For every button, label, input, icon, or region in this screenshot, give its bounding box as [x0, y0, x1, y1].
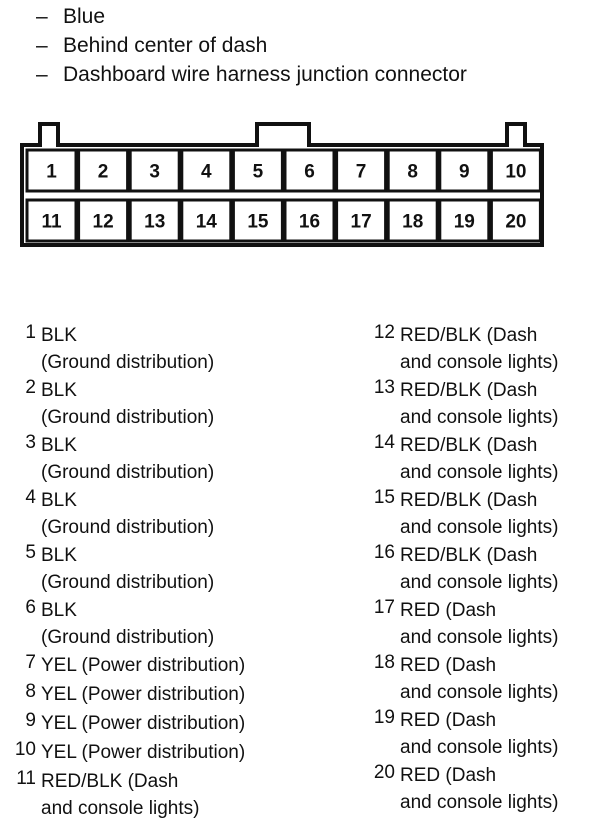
dash-mark: – [36, 34, 48, 57]
connector-cell [440, 150, 489, 191]
connector-cell [337, 200, 386, 241]
pin-wire-color: RED/BLK (Dash [400, 435, 538, 456]
pin-wire-color: YEL (Power distribution) [41, 742, 246, 763]
pin-entry [25, 710, 322, 737]
pin-entry [25, 652, 322, 679]
pin-function: and console lights) [400, 682, 559, 703]
pin-function: (Ground distribution) [41, 627, 215, 648]
pin-number-label: 20 [505, 211, 527, 233]
pin-wire-color: BLK [41, 435, 77, 456]
pin-wire-color: RED/BLK (Dash [400, 545, 538, 566]
pin-function: and console lights) [400, 792, 559, 813]
pin-entry [373, 322, 608, 376]
pin-wire-color: RED/BLK (Dash [400, 325, 538, 346]
connector-name: Dashboard wire harness junction connector [63, 63, 467, 86]
color-line [36, 2, 467, 31]
connector-cell [182, 150, 231, 191]
pin-number-label: 14 [195, 211, 217, 233]
pin-number: 8 [25, 681, 36, 702]
pin-wire-color: RED/BLK (Dash [400, 490, 538, 511]
pin-entry [16, 768, 322, 822]
pin-number-label: 9 [459, 161, 470, 183]
pin-list-left [14, 322, 322, 823]
pin-entry [373, 377, 608, 431]
pin-number-label: 1 [46, 161, 57, 183]
location-line [36, 31, 467, 60]
pin-number: 3 [25, 432, 36, 453]
connector-cell [491, 200, 540, 241]
pin-number: 6 [25, 597, 36, 618]
pin-entry [373, 707, 608, 761]
pin-function: (Ground distribution) [41, 462, 215, 483]
pin-number-label: 15 [247, 211, 269, 233]
pin-number: 2 [25, 377, 36, 398]
pin-entry [25, 377, 322, 431]
pin-function: (Ground distribution) [41, 407, 215, 428]
pin-number: 18 [373, 652, 395, 673]
pin-wire-color: RED/BLK (Dash [400, 380, 538, 401]
pin-entry [373, 762, 608, 816]
pin-entry [25, 487, 322, 541]
pin-entry [373, 652, 608, 706]
pin-wire-color: RED (Dash [400, 765, 497, 786]
connector-cell [182, 200, 231, 241]
pin-number: 4 [25, 487, 36, 508]
connector-cell [79, 150, 128, 191]
connector-cell [130, 200, 179, 241]
pin-function: (Ground distribution) [41, 352, 215, 373]
pin-number-label: 4 [201, 161, 212, 183]
pin-number: 20 [373, 762, 395, 783]
pin-function: and console lights) [400, 352, 559, 373]
pin-number: 10 [14, 739, 36, 760]
connector-cell [27, 200, 76, 241]
pin-entry [373, 597, 608, 651]
pin-number-label: 10 [505, 161, 527, 183]
connector-cell [337, 150, 386, 191]
pin-function: and console lights) [400, 627, 559, 648]
connector-cell [130, 150, 179, 191]
pin-number-label: 7 [355, 161, 367, 183]
pin-entry [373, 432, 608, 486]
pin-wire-color: BLK [41, 325, 77, 346]
connector-location: Behind center of dash [63, 34, 268, 57]
pin-number-label: 6 [304, 161, 315, 183]
pin-wire-color: BLK [41, 545, 77, 566]
pin-number-label: 17 [350, 211, 372, 233]
pin-entry [25, 597, 322, 651]
dash-mark: – [36, 63, 48, 86]
pin-number: 12 [373, 322, 395, 343]
connector-description [36, 2, 467, 89]
pin-number: 14 [373, 432, 395, 453]
pin-number: 13 [373, 377, 395, 398]
pin-number: 16 [373, 542, 395, 563]
pin-number: 5 [25, 542, 36, 563]
pin-number-label: 2 [97, 161, 109, 183]
pin-wire-color: RED (Dash [400, 655, 497, 676]
pin-number: 1 [25, 322, 36, 343]
pin-wire-color: YEL (Power distribution) [41, 684, 246, 705]
connector-cell [285, 150, 334, 191]
pin-function: and console lights) [400, 407, 559, 428]
pin-function: and console lights) [41, 798, 200, 819]
pin-function: (Ground distribution) [41, 517, 215, 538]
connector-cell [285, 200, 334, 241]
connector-cell [440, 200, 489, 241]
connector-cell [388, 200, 437, 241]
pin-number-label: 11 [41, 211, 62, 233]
pin-number: 7 [25, 652, 36, 673]
pin-number: 9 [25, 710, 36, 731]
connector-cell [27, 150, 76, 191]
pin-number-label: 8 [407, 161, 418, 183]
pin-number: 19 [373, 707, 395, 728]
pin-entry [25, 681, 322, 708]
pin-function: and console lights) [400, 462, 559, 483]
pin-wire-color: YEL (Power distribution) [41, 713, 246, 734]
connector-color: Blue [63, 5, 106, 28]
dash-mark: – [36, 5, 48, 28]
pin-number-label: 12 [92, 211, 114, 233]
pin-wire-color: BLK [41, 380, 77, 401]
connector-face-diagram [0, 120, 608, 260]
pin-number-label: 18 [402, 211, 424, 233]
pin-number-label: 5 [252, 161, 264, 183]
pin-number: 15 [373, 487, 395, 508]
pin-number: 11 [16, 768, 36, 789]
pin-function: and console lights) [400, 572, 559, 593]
connector-cell [233, 150, 282, 191]
pin-function: (Ground distribution) [41, 572, 215, 593]
pin-number-label: 13 [144, 211, 166, 233]
name-line [36, 60, 467, 89]
pin-entry [14, 739, 322, 766]
pin-wire-color: RED (Dash [400, 710, 497, 731]
connector-cell [233, 200, 282, 241]
pin-function: and console lights) [400, 737, 559, 758]
pin-wire-color: RED/BLK (Dash [41, 771, 179, 792]
pin-entry [25, 322, 322, 376]
pin-entry [25, 432, 322, 486]
connector-cell [79, 200, 128, 241]
pin-wire-color: BLK [41, 490, 77, 511]
pin-entry [373, 487, 608, 541]
pin-number-label: 3 [149, 161, 160, 183]
connector-cell [388, 150, 437, 191]
pin-entry [25, 542, 322, 596]
pin-number-label: 19 [453, 211, 475, 233]
pin-wire-color: BLK [41, 600, 77, 621]
pin-entry [373, 542, 608, 596]
connector-cell [491, 150, 540, 191]
pin-list-right [360, 322, 608, 817]
pin-number: 17 [373, 597, 395, 618]
pin-function: and console lights) [400, 517, 559, 538]
pin-wire-color: YEL (Power distribution) [41, 655, 246, 676]
pin-wire-color: RED (Dash [400, 600, 497, 621]
pin-number-label: 16 [298, 211, 321, 233]
